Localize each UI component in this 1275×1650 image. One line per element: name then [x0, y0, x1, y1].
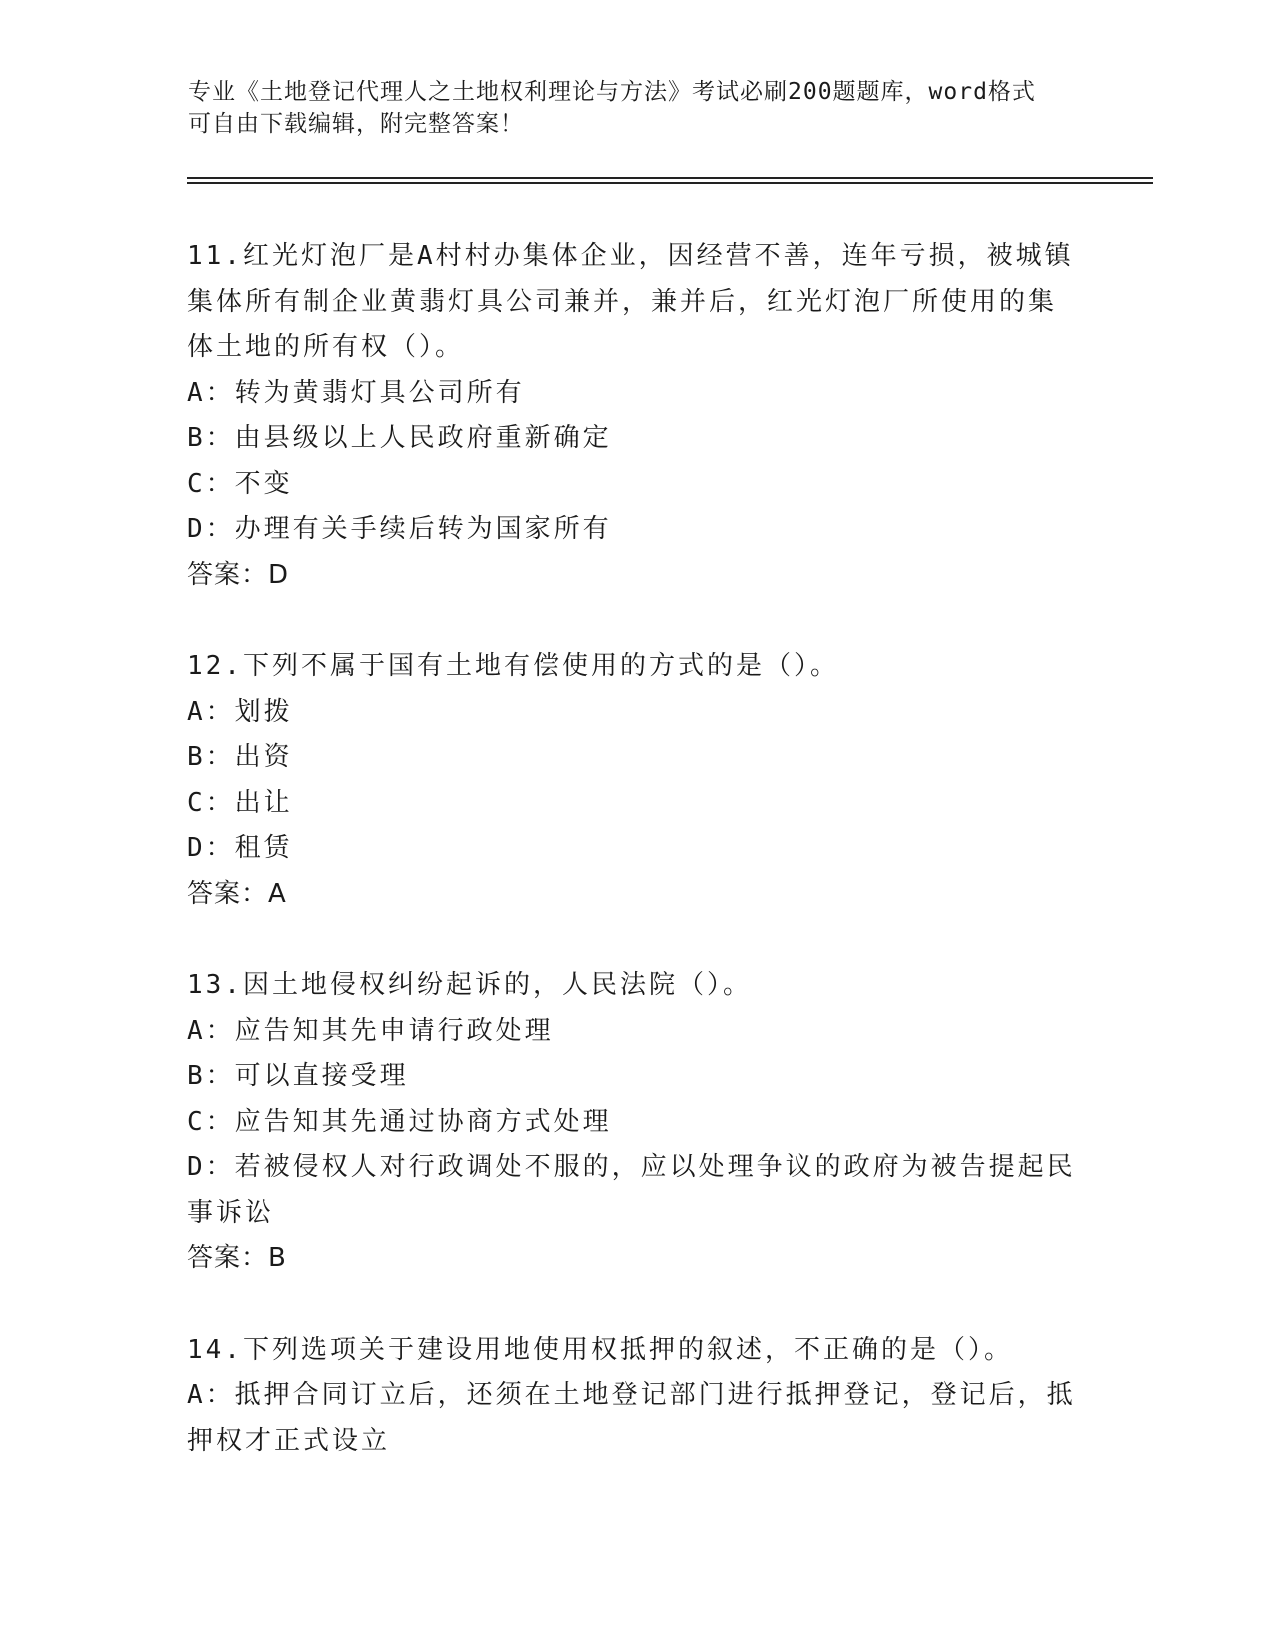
option-c: C：不变	[187, 468, 293, 499]
header-divider-bottom	[187, 182, 1153, 184]
question-14	[187, 1328, 1087, 1465]
header-line-1: 专业《土地登记代理人之土地权利理论与方法》考试必刷200题题库，word格式	[188, 79, 1036, 105]
question-stem-line: 集体所有制企业黄翡灯具公司兼并，兼并后，红光灯泡厂所使用的集	[187, 286, 1058, 317]
option-a-continued: 押权才正式设立	[187, 1425, 391, 1456]
document-header	[188, 76, 1068, 140]
question-stem-line: 13.因土地侵权纠纷起诉的，人民法院（）。	[187, 970, 752, 1000]
answer-label: 答案：A	[187, 878, 287, 909]
option-a: A：应告知其先申请行政处理	[187, 1015, 554, 1046]
option-d-continued: 事诉讼	[187, 1197, 275, 1228]
header-divider-top	[187, 177, 1153, 179]
question-list	[187, 234, 1087, 1510]
option-b: B：出资	[187, 742, 293, 772]
option-b: B：可以直接受理	[187, 1061, 409, 1091]
option-a: A：抵押合同订立后，还须在土地登记部门进行抵押登记，登记后，抵	[187, 1380, 1076, 1410]
header-line-2: 可自由下载编辑，附完整答案！	[188, 111, 524, 137]
question-12	[187, 644, 1087, 917]
option-d: D：租赁	[187, 833, 293, 863]
question-stem-line: 12.下列不属于国有土地有偿使用的方式的是（）。	[187, 651, 839, 681]
question-11	[187, 234, 1087, 598]
question-13	[187, 963, 1087, 1282]
question-stem-line: 体土地的所有权（）。	[187, 332, 465, 362]
option-d: D：若被侵权人对行政调处不服的，应以处理争议的政府为被告提起民	[187, 1152, 1076, 1182]
answer-label: 答案：D	[187, 559, 290, 590]
question-stem-line: 11.红光灯泡厂是A村村办集体企业，因经营不善，连年亏损，被城镇	[187, 241, 1074, 271]
option-b: B：由县级以上人民政府重新确定	[187, 423, 612, 453]
option-c: C：应告知其先通过协商方式处理	[187, 1106, 612, 1137]
option-d: D：办理有关手续后转为国家所有	[187, 514, 612, 544]
question-stem-line: 14.下列选项关于建设用地使用权抵押的叙述，不正确的是（）。	[187, 1334, 1013, 1365]
option-c: C：出让	[187, 787, 293, 818]
answer-label: 答案：B	[187, 1243, 287, 1273]
option-a: A：划拨	[187, 696, 293, 727]
option-a: A：转为黄翡灯具公司所有	[187, 377, 525, 408]
